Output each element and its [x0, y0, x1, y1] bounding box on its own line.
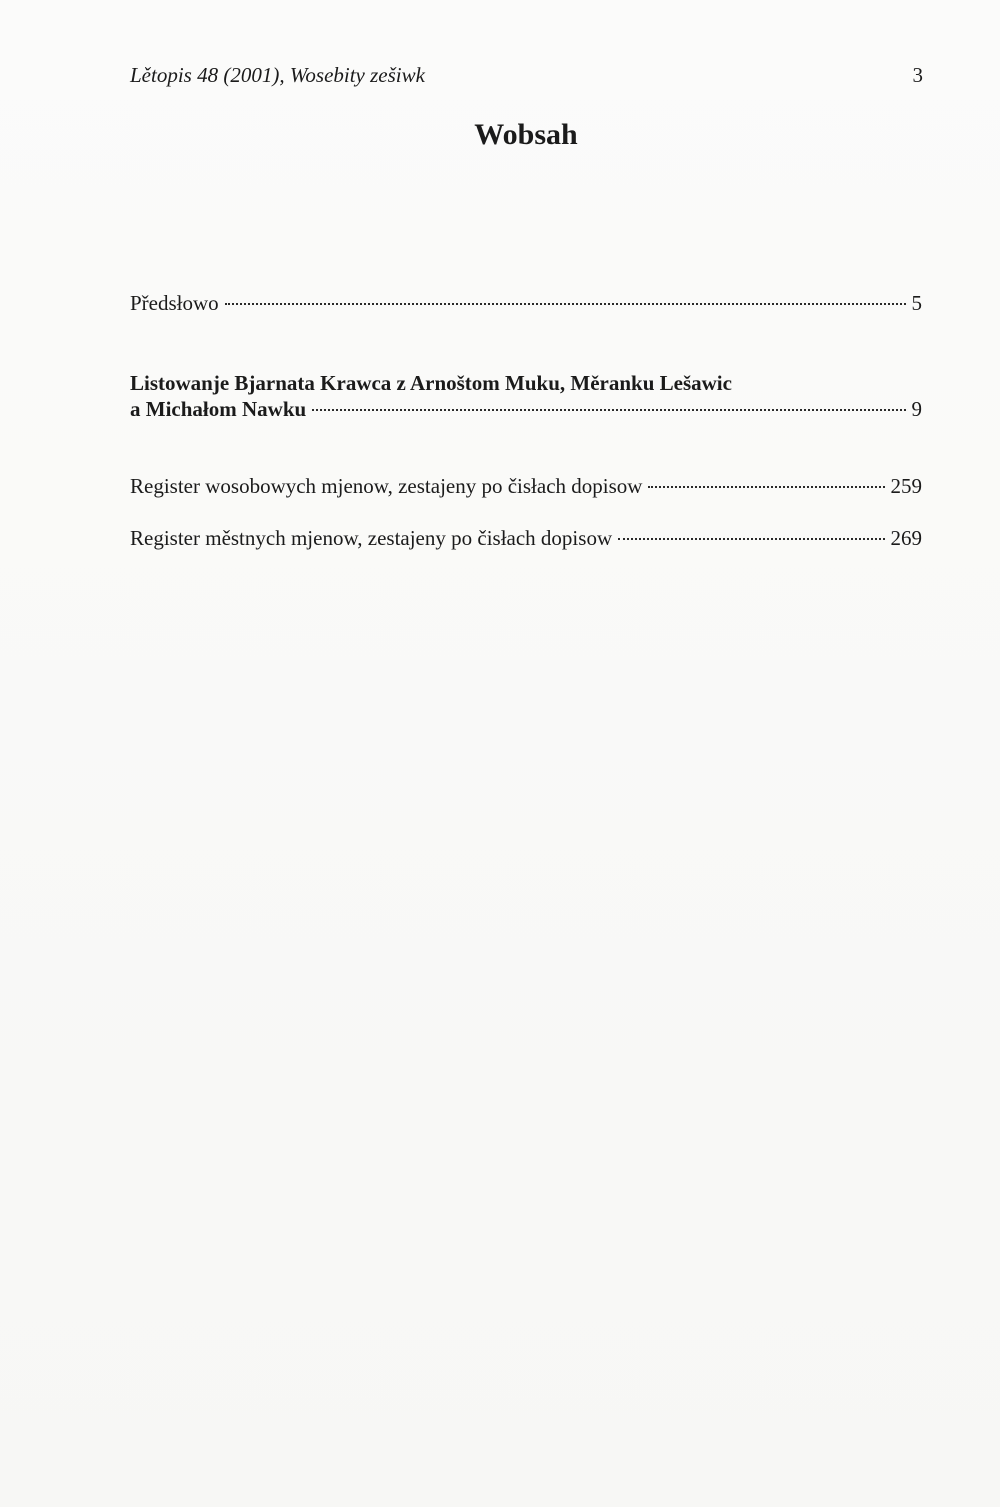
dot-leader	[618, 538, 884, 540]
page-header	[130, 63, 923, 91]
dot-leader	[225, 303, 906, 305]
toc-entry-title: Register wosobowych mjenow, zestajeny po čisłach dopisow	[130, 474, 643, 498]
toc-title: Wobsah	[474, 118, 578, 151]
toc-entry-foreword[interactable]	[130, 290, 922, 316]
toc-entry-title: Předsłowo	[130, 291, 219, 315]
page-number: 3	[912, 63, 923, 87]
toc-entry-title-line2: a Michałom Nawku	[130, 397, 307, 421]
toc-entry-person-register[interactable]	[130, 473, 922, 499]
toc-entry-title-line1: Listowanje Bjarnata Krawca z Arnoštom Muku, Měranku Lešawic	[130, 371, 732, 395]
toc-entry-page: 5	[911, 291, 922, 315]
toc-entry-page: 269	[890, 526, 922, 550]
dot-leader	[312, 409, 905, 411]
toc-entry-correspondence[interactable]	[130, 370, 922, 422]
running-title: Lětopis 48 (2001), Wosebity zešiwk	[130, 63, 425, 87]
toc-entry-place-register[interactable]	[130, 525, 922, 551]
toc-entry-page: 259	[890, 474, 922, 498]
dot-leader	[648, 486, 884, 488]
toc-entry-title: Register městnych mjenow, zestajeny po čisłach dopisow	[130, 526, 613, 550]
toc-entry-page: 9	[911, 397, 922, 421]
